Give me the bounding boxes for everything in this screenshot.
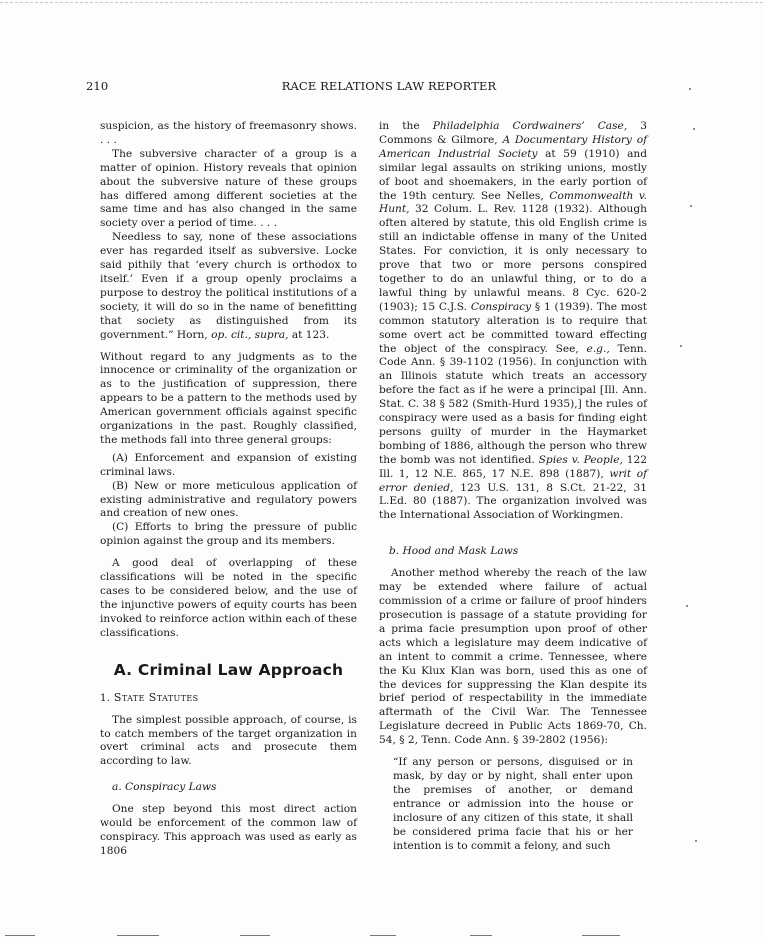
bottom-scan-line (370, 935, 396, 936)
hood-mask-heading: b. Hood and Mask Laws (389, 545, 519, 558)
paragraph-cordwainers: in the Philadelphia Cordwainers’ Case, 3 Commons & Gilmore, A Documentary History of American Industrial Society at 59 (1910) and similar legal assaults on striking unions, mostly of boot and shoemakers, in the early portion of the 19th century. See Nelles, Commonwealth v. Hunt, 32 Colum. L. Rev. 1128 (1932). Although often altered by statute, this old English crime is still an indictable offense in many of the United States. For conviction, it is only necessary to prove that two or more persons conspired together to do an unlawful thing, or to do a lawful thing by unlawful means. 8 Cyc. 620-2 (1903); 15 C.J.S. Conspiracy § 1 (1939). The most common statutory alteration is to require that some overt act be committed toward effecting the object of the conspiracy. See, e.g., Tenn. Code Ann. § 39-1102 (1956). In conjunction with an Illinois statute which treats an accessory before the fact as if he were a principal [Ill. Ann. Stat. C. 38 § 582 (Smith-Hurd 1935),] the rules of conspiracy were used as a basis for finding eight persons guilty of murder in the Haymarket bombing of 1886, although the person who threw the bomb was not identified. Spies v. People, 122 Ill. 1, 12 N.E. 865, 17 N.E. 898 (1887), writ of error denied, 123 U.S. 131, 8 S.Ct. 21-22, 31 L.Ed. 80 (1887). The organization involved was the International Association of Workingmen. (379, 120, 648, 522)
bottom-scan-line (5, 935, 35, 936)
top-dotted-rule (0, 2, 763, 4)
running-head: RACE RELATIONS LAW REPORTER (281, 79, 497, 93)
bottom-scan-line (582, 935, 620, 936)
conspiracy-heading: a. Conspiracy Laws (112, 781, 217, 794)
scan-speck (680, 345, 682, 347)
left-column (100, 120, 357, 859)
page-number: 210 (86, 79, 109, 93)
statute-quote (379, 756, 647, 853)
paragraph-conspiracy: One step beyond this most direct action would be enforcement of the common law of conspiracy. This approach was used as early as 1806 (100, 803, 357, 857)
quote-paragraph-locke: Needless to say, none of these associations ever has regarded itself as subversive. Locke said pithily that ‘every church is orthodox to itself.’ Even if a group openly proclaims a purpose to destroy the political institutions of a society, it will do so in the name of benefitting that society as distinguished from its government.” Horn, op. cit., supra, at 123. (100, 231, 357, 341)
scan-speck (686, 605, 688, 607)
paragraph-methods: Without regard to any judgments as to the innocence or criminality of the organization or as to the justification of suppression, there appears to be a pattern to the methods used by American government officials against specific organizations in the past. Roughly classified, the methods fall into three general groups: (100, 350, 357, 446)
right-column (379, 120, 647, 853)
statute-quote-text: “If any person or persons, disguised or in mask, by day or by night, shall enter upon the premises of another, or demand entrance or admission into the house or inclosure of any citizen of this state, it shall be considered prima facie that his or her intention is to commit a felony, and such (393, 756, 633, 852)
bottom-scan-line (117, 935, 159, 936)
scan-speck (693, 128, 695, 130)
quote-paragraph-subversive: The subversive character of a group is a matter of opinion. History reveals that opinion about the subversive nature of these groups has differed among different societies at the same time and has also changed in the same society over a period of time. . . . (100, 147, 357, 230)
section-heading: A. Criminal Law Approach (113, 660, 344, 679)
bottom-scan-line (470, 935, 492, 936)
list-item-b: (B) New or more meticulous application of existing administrative and regulatory powers and creation of new ones. (100, 479, 357, 520)
bottom-scan-line (240, 935, 270, 936)
page-header (86, 79, 692, 95)
scan-speck (689, 88, 691, 90)
subsection-heading: 1. State Statutes (100, 690, 199, 704)
paragraph-hood-mask: Another method whereby the reach of the law may be extended where failure of actual commission of a crime or failure of proof hinders prosecution is passage of a statute providing for a prima facie presumption upon proof of other acts which a legislature may deem indicative of an intent to commit a crime. Tennessee, where the Ku Klux Klan was born, used this as one of the devices for suppressing the Klan despite its brief period of respectability in the immediate aftermath of the Civil War. The Tennessee Legislature decreed in Public Acts 1869-70, Ch. 54, § 2, Tenn. Code Ann. § 39-2802 (1956): (379, 567, 647, 747)
list-item-c: (C) Efforts to bring the pressure of public opinion against the group and its members. (100, 521, 357, 548)
scan-speck (695, 840, 697, 842)
paragraph-simplest: The simplest possible approach, of course, is to catch members of the target organization in overt criminal acts and prosecute them according to law. (100, 713, 357, 768)
list-item-a: (A) Enforcement and expansion of existing criminal laws. (100, 451, 357, 478)
quote-continuation: suspicion, as the history of freemasonry shows. . . . (100, 120, 357, 146)
paragraph-overlap: A good deal of overlapping of these classifications will be noted in the specific cases to be considered below, and the use of the injunctive powers of equity courts has been invoked to reinforce action within each of these classifications. (100, 557, 357, 639)
scan-speck (690, 205, 692, 207)
